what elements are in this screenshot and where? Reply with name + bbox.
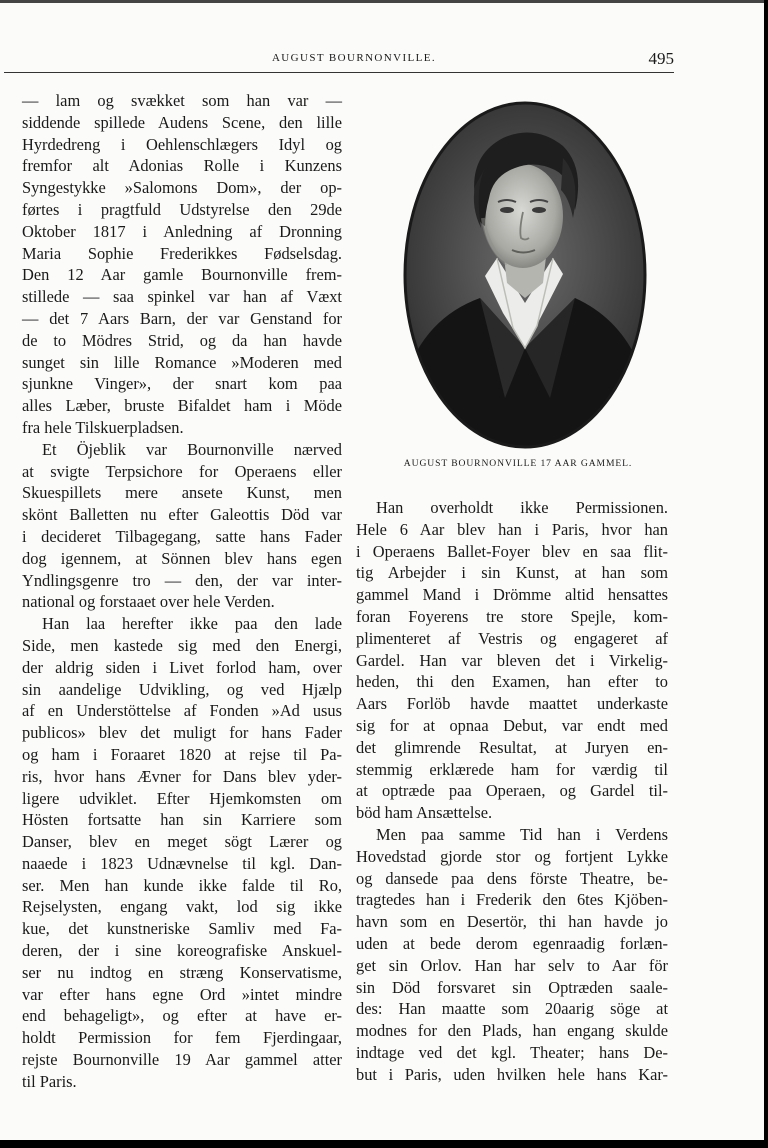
text-line: de to Mödres Strid, og da han havde xyxy=(22,330,342,350)
text-line: ris, hvor hans Ævner for Dans blev yder- xyxy=(22,766,342,786)
running-title: AUGUST BOURNONVILLE. xyxy=(271,52,437,64)
text-line: Syngestykke »Salomons Dom», der op- xyxy=(22,178,342,198)
text-line: Gardel. Han var bleven det i Virkelig- xyxy=(356,650,668,670)
portrait-image xyxy=(385,98,665,458)
text-line: og ham i Foraaret 1820 at rejse til Pa- xyxy=(22,744,342,764)
text-line: af en Understöttelse af Fonden »Ad usus xyxy=(22,701,342,721)
text-line: sjunkne Vinger», der snart kom paa xyxy=(22,374,342,394)
text-line: at optræde paa Operaen, og Gardel til- xyxy=(356,781,668,801)
text-line: i decideret Tilbagegang, satte hans Fader xyxy=(22,526,342,546)
text-line: get sin Orlov. Han har selv to Aar för xyxy=(356,955,668,975)
scan-edge-right xyxy=(764,0,768,1148)
text-line: Oktober 1817 i Anledning af Dronning xyxy=(22,221,342,241)
text-line: ser nu indtog en stræng Konservatisme, xyxy=(22,962,342,982)
text-line: Aars Forlöb havde maattet underkaste xyxy=(356,694,668,714)
scan-edge-top xyxy=(0,0,768,3)
header-rule xyxy=(4,72,674,73)
text-line: stillede — saa spinkel var han af Væxt xyxy=(22,287,342,307)
text-line: til Paris. xyxy=(22,1071,77,1091)
text-line: uden at bede derom egenraadig forlæn- xyxy=(356,933,668,953)
text-line: des: Han maatte som 20aarig söge at xyxy=(356,999,668,1019)
text-line: publicos» blev det muligt for hans Fader xyxy=(22,723,342,743)
text-line: national og forstaaet over hele Verden. xyxy=(22,592,275,612)
text-line: Skuespillets mere ansete Kunst, men xyxy=(22,483,342,503)
text-line: i Operaens Ballet-Foyer blev en saa flit- xyxy=(356,541,668,561)
text-line: Rejselysten, engang vakt, lod sig ikke xyxy=(22,897,342,917)
text-line: Side, men kastede sig med den Energi, xyxy=(22,635,342,655)
text-line: dog igennem, at Sönnen blev hans egen xyxy=(22,548,342,568)
text-line: førtes i pragtfuld Udstyrelse den 29de xyxy=(22,199,342,219)
text-line: Hovedstad gjorde stor og fortjent Lykke xyxy=(356,846,668,866)
text-line: naaede i 1823 Udnævnelse til kgl. Dan- xyxy=(22,853,342,873)
text-line: böd ham Ansættelse. xyxy=(356,803,493,823)
text-line: sin Död forsvaret sin Optræden saale- xyxy=(356,977,668,997)
text-line: Danser, blev en meget sögt Lærer og xyxy=(22,832,342,852)
text-line: Han overholdt ikke Permissionen. xyxy=(376,498,668,517)
text-line: Men paa samme Tid han i Verdens xyxy=(376,824,668,844)
text-line: var efter hans egne Ord »intet mindre xyxy=(22,984,342,1004)
text-line: — det 7 Aars Barn, der var Genstand for xyxy=(22,308,342,328)
text-line: deren, der i sine koreografiske Anskuel- xyxy=(22,941,342,961)
text-line: kue, det kunstneriske Samliv med Fa- xyxy=(22,919,342,939)
text-line: Yndlingsgenre tro — den, der var inter- xyxy=(22,570,342,590)
text-line: alles Læber, bruste Bifaldet ham i Möde xyxy=(22,396,342,416)
text-line: plimenteret af Vestris og engageret af xyxy=(356,628,668,648)
text-line: Maria Sophie Frederikkes Fødselsdag. xyxy=(22,243,342,263)
text-line: sig for at opnaa Debut, var endt med xyxy=(356,715,668,735)
text-line: at svigte Terpsichore for Operaens eller xyxy=(22,461,342,481)
text-line: ser. Men han kunde ikke falde til Ro, xyxy=(22,875,342,895)
text-line: heden, thi den Examen, han efter to xyxy=(356,672,668,692)
text-line: Den 12 Aar gamle Bournonville frem- xyxy=(22,265,342,285)
text-line: Hele 6 Aar blev han i Paris, hvor han xyxy=(356,519,668,539)
text-line: Hyrdedreng i Oehlenschlægers Idyl og xyxy=(22,134,342,154)
scan-edge-bottom xyxy=(0,1140,768,1148)
text-line: Et Öjeblik var Bournonville nærved xyxy=(42,439,342,459)
text-line: but i Paris, uden hvilken hele hans Kar- xyxy=(356,1064,668,1084)
text-line: foran Foyerens tre store Spejle, kom- xyxy=(356,606,668,626)
page-number: 495 xyxy=(648,49,674,68)
right-text-column xyxy=(356,497,668,1086)
left-text-column xyxy=(22,90,342,1093)
text-line: — lam og svækket som han var — xyxy=(22,91,342,110)
text-line: siddende spillede Audens Scene, den lille xyxy=(22,112,342,132)
text-line: tragtedes han i Frederik den 6tes Kjöben- xyxy=(356,890,668,910)
text-line: indtage ved det kgl. Theater; hans De- xyxy=(356,1042,668,1062)
text-line: tig Arbejder i sin Kunst, at han som xyxy=(356,563,668,583)
text-line: sunget sin lille Romance »Moderen med xyxy=(22,352,342,372)
figure-caption: AUGUST BOURNONVILLE 17 AAR GAMMEL. xyxy=(403,458,633,469)
text-line: holdt Permission for fem Fjerdingaar, xyxy=(22,1028,342,1048)
text-line: der aldrig siden i Livet forlod ham, over xyxy=(22,657,342,677)
text-line: fremfor alt Adonias Rolle i Kunzens xyxy=(22,156,342,176)
text-line: modnes for den Plads, han engang skulde xyxy=(356,1021,668,1041)
text-line: Han laa herefter ikke paa den lade xyxy=(42,614,342,634)
text-line: det glimrende Resultat, at Juryen en- xyxy=(356,737,668,757)
text-line: skönt Balletten nu efter Galeottis Död var xyxy=(22,505,342,525)
text-line: ligere udviklet. Efter Hjemkomsten om xyxy=(22,788,342,808)
text-line: Hösten fortsatte han sin Karriere som xyxy=(22,810,342,830)
text-line: og dansede paa dens förste Theatre, be- xyxy=(356,868,668,888)
text-line: stemmig erklærede ham for værdig til xyxy=(356,759,668,779)
text-line: rejste Bournonville 19 Aar gammel atter xyxy=(22,1050,342,1070)
text-line: gammel Mand i Drömme altid hensattes xyxy=(356,585,668,605)
text-line: sin aandelige Udvikling, og ved Hjælp xyxy=(22,679,342,699)
text-line: fra hele Tilskuerpladsen. xyxy=(22,417,184,437)
portrait-figure xyxy=(385,98,665,458)
text-line: end behageligt», og efter at have er- xyxy=(22,1006,342,1026)
text-line: havn som en Desertör, thi han havde jo xyxy=(356,912,668,932)
